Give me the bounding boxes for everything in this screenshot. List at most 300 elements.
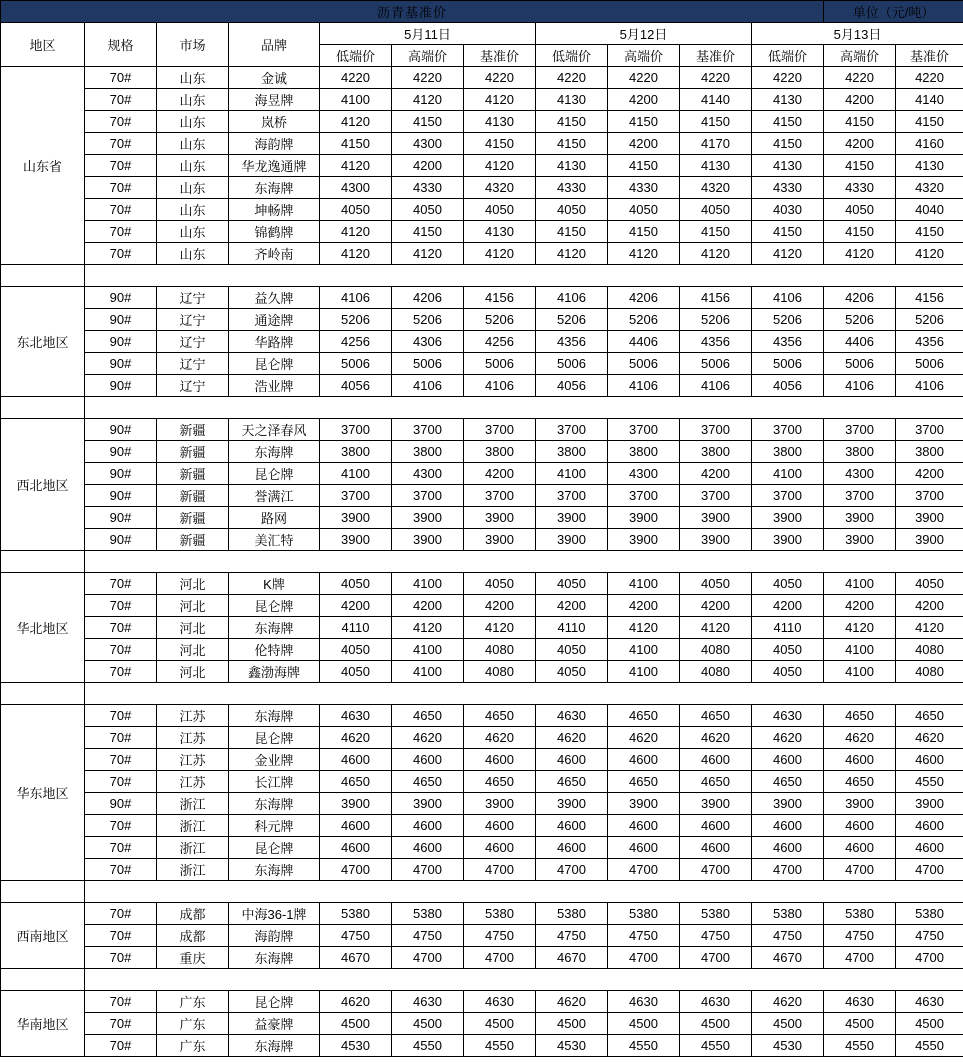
cell-market: 辽宁 <box>157 353 229 375</box>
cell-price: 4406 <box>824 331 896 353</box>
cell-price: 4106 <box>392 375 464 397</box>
cell-market: 成都 <box>157 925 229 947</box>
cell-brand: 昆仑牌 <box>229 837 320 859</box>
cell-price: 3900 <box>896 793 963 815</box>
cell-price: 4750 <box>680 925 752 947</box>
cell-price: 4050 <box>464 573 536 595</box>
cell-brand: 昆仑牌 <box>229 353 320 375</box>
cell-price: 5006 <box>680 353 752 375</box>
cell-market: 辽宁 <box>157 287 229 309</box>
cell-price: 4630 <box>392 991 464 1013</box>
cell-price: 4106 <box>464 375 536 397</box>
table-row <box>1 925 963 947</box>
table-row <box>1 331 963 353</box>
cell-price: 3800 <box>320 441 392 463</box>
cell-price: 5206 <box>824 309 896 331</box>
cell-brand: 长江牌 <box>229 771 320 793</box>
cell-price: 4150 <box>752 133 824 155</box>
cell-price: 4050 <box>680 199 752 221</box>
cell-price: 4650 <box>392 771 464 793</box>
header-subcol-3-3: 基准价 <box>896 45 963 67</box>
cell-price: 4130 <box>464 221 536 243</box>
cell-market: 新疆 <box>157 529 229 551</box>
cell-price: 4150 <box>752 221 824 243</box>
table-row <box>1 221 963 243</box>
cell-price: 4080 <box>680 639 752 661</box>
cell-price: 4500 <box>320 1013 392 1035</box>
table-row <box>1 991 963 1013</box>
cell-market: 山东 <box>157 243 229 265</box>
cell-market: 山东 <box>157 89 229 111</box>
cell-price: 4150 <box>608 111 680 133</box>
cell-spec: 90# <box>85 353 157 375</box>
cell-price: 4106 <box>896 375 963 397</box>
cell-price: 3700 <box>536 419 608 441</box>
cell-market: 辽宁 <box>157 331 229 353</box>
cell-brand: 路网 <box>229 507 320 529</box>
cell-brand: 锦鹤牌 <box>229 221 320 243</box>
cell-price: 4130 <box>680 155 752 177</box>
cell-price: 4650 <box>392 705 464 727</box>
cell-brand: 鑫渤海牌 <box>229 661 320 683</box>
cell-brand: 昆仑牌 <box>229 727 320 749</box>
cell-price: 4220 <box>608 67 680 89</box>
cell-price: 4750 <box>608 925 680 947</box>
cell-brand: 东海牌 <box>229 441 320 463</box>
cell-spec: 90# <box>85 529 157 551</box>
spacer-cell <box>85 397 963 419</box>
cell-price: 4620 <box>896 727 963 749</box>
table-row <box>1 573 963 595</box>
cell-brand: 益久牌 <box>229 287 320 309</box>
cell-price: 4200 <box>680 595 752 617</box>
cell-price: 4100 <box>392 661 464 683</box>
block-spacer <box>1 683 963 705</box>
cell-market: 新疆 <box>157 463 229 485</box>
cell-market: 河北 <box>157 661 229 683</box>
cell-price: 4106 <box>680 375 752 397</box>
cell-spec: 90# <box>85 375 157 397</box>
cell-brand: 坤畅牌 <box>229 199 320 221</box>
cell-spec: 70# <box>85 67 157 89</box>
cell-price: 4110 <box>536 617 608 639</box>
cell-price: 5206 <box>752 309 824 331</box>
cell-price: 4750 <box>752 925 824 947</box>
cell-brand: 通途牌 <box>229 309 320 331</box>
cell-market: 山东 <box>157 111 229 133</box>
cell-price: 4200 <box>392 595 464 617</box>
cell-spec: 70# <box>85 595 157 617</box>
cell-price: 5380 <box>392 903 464 925</box>
cell-price: 5380 <box>752 903 824 925</box>
cell-price: 4700 <box>608 859 680 881</box>
cell-price: 3900 <box>392 529 464 551</box>
cell-price: 4700 <box>896 947 963 969</box>
cell-price: 4100 <box>824 661 896 683</box>
cell-price: 3900 <box>320 793 392 815</box>
header-date-1: 5月11日 <box>320 23 536 45</box>
cell-brand: 伦特牌 <box>229 639 320 661</box>
cell-price: 4700 <box>752 859 824 881</box>
cell-market: 浙江 <box>157 859 229 881</box>
cell-price: 3700 <box>896 419 963 441</box>
table-row <box>1 419 963 441</box>
cell-market: 山东 <box>157 67 229 89</box>
table-row <box>1 595 963 617</box>
cell-brand: 昆仑牌 <box>229 991 320 1013</box>
cell-price: 4080 <box>896 639 963 661</box>
cell-price: 4150 <box>824 111 896 133</box>
cell-price: 4750 <box>536 925 608 947</box>
cell-price: 4750 <box>824 925 896 947</box>
block-spacer <box>1 551 963 573</box>
cell-price: 4630 <box>680 991 752 1013</box>
cell-spec: 70# <box>85 815 157 837</box>
cell-price: 4120 <box>680 243 752 265</box>
cell-market: 新疆 <box>157 507 229 529</box>
cell-spec: 70# <box>85 133 157 155</box>
cell-price: 5380 <box>680 903 752 925</box>
cell-price: 4130 <box>536 155 608 177</box>
cell-price: 4220 <box>536 67 608 89</box>
cell-price: 4120 <box>608 617 680 639</box>
cell-price: 3700 <box>824 485 896 507</box>
cell-price: 4130 <box>752 155 824 177</box>
cell-spec: 90# <box>85 419 157 441</box>
cell-market: 成都 <box>157 903 229 925</box>
cell-price: 3700 <box>392 485 464 507</box>
cell-price: 4100 <box>536 463 608 485</box>
cell-spec: 70# <box>85 947 157 969</box>
cell-price: 5380 <box>464 903 536 925</box>
cell-price: 4140 <box>680 89 752 111</box>
cell-price: 4650 <box>680 771 752 793</box>
cell-market: 河北 <box>157 573 229 595</box>
table-row <box>1 199 963 221</box>
cell-price: 3700 <box>752 419 824 441</box>
cell-market: 广东 <box>157 991 229 1013</box>
cell-price: 4050 <box>320 199 392 221</box>
cell-brand: 金诚 <box>229 67 320 89</box>
cell-price: 4156 <box>896 287 963 309</box>
cell-price: 4156 <box>464 287 536 309</box>
cell-price: 4550 <box>464 1035 536 1057</box>
header-subcol-2-3: 基准价 <box>680 45 752 67</box>
cell-price: 3700 <box>752 485 824 507</box>
cell-price: 4650 <box>824 771 896 793</box>
cell-price: 4320 <box>464 177 536 199</box>
cell-price: 4600 <box>608 815 680 837</box>
cell-price: 4620 <box>536 727 608 749</box>
cell-price: 4220 <box>680 67 752 89</box>
cell-market: 山东 <box>157 221 229 243</box>
cell-price: 4600 <box>392 749 464 771</box>
cell-price: 4550 <box>608 1035 680 1057</box>
cell-price: 4120 <box>320 221 392 243</box>
cell-price: 4750 <box>392 925 464 947</box>
cell-price: 4110 <box>752 617 824 639</box>
cell-price: 4100 <box>608 661 680 683</box>
cell-price: 3800 <box>896 441 963 463</box>
cell-price: 3900 <box>824 529 896 551</box>
cell-price: 4700 <box>392 859 464 881</box>
cell-price: 4500 <box>896 1013 963 1035</box>
cell-spec: 70# <box>85 771 157 793</box>
header-subcol-2-1: 低端价 <box>536 45 608 67</box>
cell-price: 3900 <box>464 529 536 551</box>
cell-price: 4050 <box>392 199 464 221</box>
table-row <box>1 375 963 397</box>
cell-price: 4120 <box>320 111 392 133</box>
spacer-cell <box>85 551 963 573</box>
cell-spec: 70# <box>85 903 157 925</box>
cell-price: 4050 <box>320 661 392 683</box>
cell-brand: 天之泽春风 <box>229 419 320 441</box>
cell-market: 山东 <box>157 199 229 221</box>
cell-price: 4120 <box>680 617 752 639</box>
cell-price: 4150 <box>608 221 680 243</box>
cell-price: 4550 <box>392 1035 464 1057</box>
cell-market: 山东 <box>157 155 229 177</box>
cell-price: 4650 <box>608 771 680 793</box>
cell-price: 3700 <box>680 485 752 507</box>
cell-market: 新疆 <box>157 419 229 441</box>
cell-price: 4050 <box>752 639 824 661</box>
cell-price: 5380 <box>536 903 608 925</box>
cell-price: 4650 <box>320 771 392 793</box>
cell-spec: 70# <box>85 617 157 639</box>
cell-spec: 70# <box>85 1035 157 1057</box>
cell-price: 4700 <box>464 947 536 969</box>
cell-market: 河北 <box>157 617 229 639</box>
cell-price: 4200 <box>608 89 680 111</box>
cell-price: 4120 <box>392 617 464 639</box>
cell-price: 4630 <box>320 705 392 727</box>
cell-price: 4080 <box>464 661 536 683</box>
cell-price: 4620 <box>824 727 896 749</box>
cell-price: 3700 <box>464 419 536 441</box>
cell-price: 3900 <box>608 507 680 529</box>
cell-price: 4150 <box>824 221 896 243</box>
cell-price: 5206 <box>392 309 464 331</box>
cell-price: 3700 <box>896 485 963 507</box>
cell-brand: 东海牌 <box>229 705 320 727</box>
cell-price: 4700 <box>608 947 680 969</box>
cell-price: 4220 <box>464 67 536 89</box>
cell-price: 4600 <box>320 749 392 771</box>
cell-price: 4110 <box>320 617 392 639</box>
header-subcol-2-2: 高端价 <box>608 45 680 67</box>
cell-price: 4080 <box>896 661 963 683</box>
cell-price: 3900 <box>752 507 824 529</box>
table-row <box>1 1035 963 1057</box>
cell-price: 4100 <box>320 89 392 111</box>
cell-price: 4200 <box>896 463 963 485</box>
cell-price: 4050 <box>536 199 608 221</box>
cell-price: 4530 <box>536 1035 608 1057</box>
cell-price: 4150 <box>392 111 464 133</box>
cell-price: 4630 <box>752 705 824 727</box>
table-row <box>1 485 963 507</box>
cell-price: 3800 <box>536 441 608 463</box>
cell-price: 4120 <box>536 243 608 265</box>
cell-price: 4600 <box>464 837 536 859</box>
cell-brand: 美汇特 <box>229 529 320 551</box>
table-row <box>1 1013 963 1035</box>
cell-price: 4050 <box>680 573 752 595</box>
cell-price: 4670 <box>320 947 392 969</box>
cell-market: 浙江 <box>157 793 229 815</box>
cell-price: 3900 <box>536 507 608 529</box>
table-row <box>1 617 963 639</box>
cell-brand: 东海牌 <box>229 859 320 881</box>
cell-market: 江苏 <box>157 771 229 793</box>
cell-price: 4600 <box>536 749 608 771</box>
cell-price: 3700 <box>320 419 392 441</box>
table-row <box>1 859 963 881</box>
cell-price: 4630 <box>896 991 963 1013</box>
cell-price: 5206 <box>464 309 536 331</box>
table-row <box>1 727 963 749</box>
cell-price: 4750 <box>320 925 392 947</box>
cell-price: 3900 <box>536 529 608 551</box>
cell-price: 4600 <box>896 837 963 859</box>
cell-price: 4600 <box>536 815 608 837</box>
cell-price: 4130 <box>752 89 824 111</box>
cell-price: 4150 <box>896 221 963 243</box>
cell-price: 3800 <box>680 441 752 463</box>
cell-price: 4600 <box>824 815 896 837</box>
cell-brand: 岚桥 <box>229 111 320 133</box>
cell-price: 4550 <box>824 1035 896 1057</box>
cell-price: 4050 <box>536 573 608 595</box>
cell-price: 4150 <box>608 155 680 177</box>
cell-spec: 70# <box>85 89 157 111</box>
cell-price: 4600 <box>608 837 680 859</box>
cell-price: 4500 <box>680 1013 752 1035</box>
cell-brand: 昆仑牌 <box>229 463 320 485</box>
cell-price: 4500 <box>608 1013 680 1035</box>
cell-spec: 90# <box>85 441 157 463</box>
header-row-dates <box>1 23 963 45</box>
cell-price: 4150 <box>464 133 536 155</box>
cell-price: 4700 <box>680 859 752 881</box>
cell-price: 4650 <box>752 771 824 793</box>
cell-price: 4330 <box>536 177 608 199</box>
cell-market: 山东 <box>157 177 229 199</box>
table-row <box>1 67 963 89</box>
cell-price: 4650 <box>680 705 752 727</box>
header-brand: 品牌 <box>229 23 320 67</box>
cell-price: 4620 <box>464 727 536 749</box>
header-subcol-3-2: 高端价 <box>824 45 896 67</box>
cell-price: 3700 <box>536 485 608 507</box>
cell-price: 4050 <box>608 199 680 221</box>
cell-price: 4100 <box>824 639 896 661</box>
cell-spec: 70# <box>85 1013 157 1035</box>
cell-price: 4406 <box>608 331 680 353</box>
cell-price: 4300 <box>320 177 392 199</box>
cell-price: 4600 <box>464 815 536 837</box>
cell-price: 4200 <box>752 595 824 617</box>
cell-brand: 昆仑牌 <box>229 595 320 617</box>
cell-price: 4330 <box>392 177 464 199</box>
table-row <box>1 89 963 111</box>
cell-price: 4206 <box>392 287 464 309</box>
cell-spec: 70# <box>85 177 157 199</box>
block-spacer <box>1 397 963 419</box>
cell-price: 4150 <box>680 111 752 133</box>
cell-price: 4620 <box>608 727 680 749</box>
cell-price: 4620 <box>392 727 464 749</box>
cell-price: 4100 <box>608 639 680 661</box>
cell-brand: 金业牌 <box>229 749 320 771</box>
region-label: 山东省 <box>1 67 85 265</box>
spacer-cell <box>85 881 963 903</box>
cell-price: 4650 <box>824 705 896 727</box>
cell-price: 3900 <box>392 507 464 529</box>
cell-market: 新疆 <box>157 485 229 507</box>
cell-price: 5006 <box>752 353 824 375</box>
spacer-cell <box>85 265 963 287</box>
cell-price: 4220 <box>320 67 392 89</box>
cell-price: 3900 <box>464 793 536 815</box>
cell-price: 4080 <box>464 639 536 661</box>
cell-price: 5206 <box>608 309 680 331</box>
cell-price: 4356 <box>680 331 752 353</box>
cell-price: 4300 <box>824 463 896 485</box>
cell-price: 4600 <box>680 749 752 771</box>
cell-brand: 海韵牌 <box>229 133 320 155</box>
header-subcol-1-1: 低端价 <box>320 45 392 67</box>
cell-price: 4700 <box>680 947 752 969</box>
cell-price: 3800 <box>608 441 680 463</box>
cell-price: 4120 <box>464 243 536 265</box>
cell-price: 3900 <box>320 529 392 551</box>
cell-price: 4220 <box>752 67 824 89</box>
cell-brand: 华路牌 <box>229 331 320 353</box>
cell-price: 3900 <box>320 507 392 529</box>
cell-price: 4106 <box>824 375 896 397</box>
cell-price: 4650 <box>536 771 608 793</box>
cell-market: 辽宁 <box>157 375 229 397</box>
spacer-cell <box>85 683 963 705</box>
cell-price: 4100 <box>392 573 464 595</box>
cell-price: 4100 <box>608 573 680 595</box>
cell-price: 4050 <box>896 573 963 595</box>
cell-brand: 东海牌 <box>229 1035 320 1057</box>
cell-spec: 90# <box>85 309 157 331</box>
cell-spec: 70# <box>85 221 157 243</box>
cell-price: 4300 <box>392 133 464 155</box>
cell-price: 4600 <box>752 815 824 837</box>
block-spacer <box>1 265 963 287</box>
cell-price: 4620 <box>320 727 392 749</box>
cell-price: 4330 <box>824 177 896 199</box>
cell-price: 4120 <box>320 243 392 265</box>
cell-price: 4330 <box>608 177 680 199</box>
cell-market: 广东 <box>157 1035 229 1057</box>
cell-price: 4120 <box>392 89 464 111</box>
cell-price: 4356 <box>536 331 608 353</box>
cell-market: 山东 <box>157 133 229 155</box>
cell-price: 3900 <box>680 529 752 551</box>
cell-price: 4600 <box>320 815 392 837</box>
spacer-region-cell <box>1 397 85 419</box>
cell-price: 4156 <box>680 287 752 309</box>
cell-price: 4600 <box>464 749 536 771</box>
cell-spec: 70# <box>85 243 157 265</box>
